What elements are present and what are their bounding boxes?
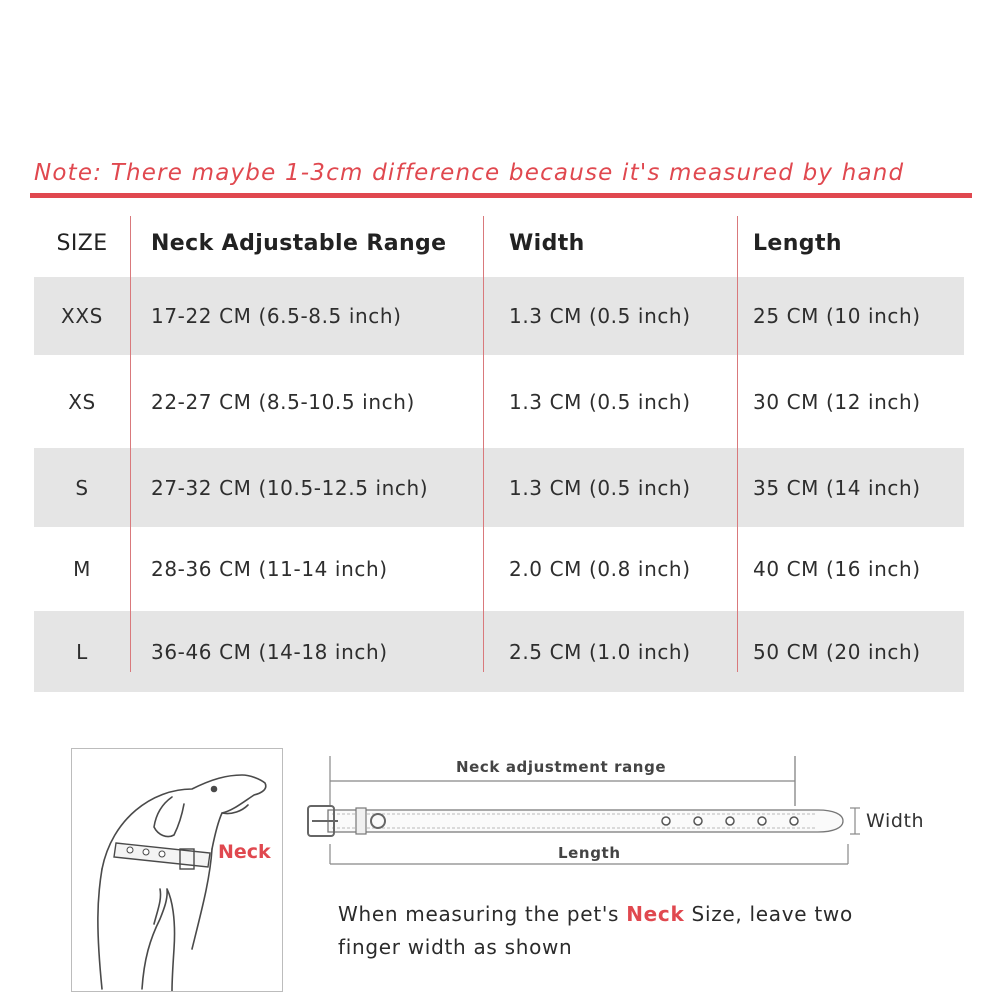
- row-size: L: [76, 639, 88, 664]
- row-length: 50 CM (20 inch): [753, 639, 921, 664]
- size-table: [34, 216, 964, 692]
- dog-chest: [98, 869, 102, 989]
- measurement-note: Note: There maybe 1-3cm difference because it's measured by hand: [34, 160, 905, 186]
- row-width: 1.3 CM (0.5 inch): [509, 304, 691, 328]
- row-width: 1.3 CM (0.5 inch): [509, 475, 691, 500]
- length-label: Length: [558, 844, 621, 862]
- neck-label: Neck: [218, 841, 271, 863]
- row-neck: 36-46 CM (14-18 inch): [151, 639, 388, 664]
- dog-illustration: [71, 748, 283, 992]
- note-underline: [30, 193, 972, 198]
- collar-keeper: [356, 808, 366, 834]
- column-divider: [737, 216, 738, 672]
- row-size: XXS: [61, 304, 103, 328]
- dog-ear: [154, 797, 184, 837]
- row-neck: 22-27 CM (8.5-10.5 inch): [151, 389, 415, 414]
- header-size: SIZE: [56, 230, 108, 256]
- row-size: S: [75, 475, 89, 500]
- width-label: Width: [866, 810, 925, 832]
- row-width: 2.5 CM (1.0 inch): [509, 639, 691, 664]
- table-row: [34, 277, 964, 355]
- row-length: 40 CM (16 inch): [753, 557, 921, 581]
- dog-eye: [212, 787, 217, 792]
- row-length: 25 CM (10 inch): [753, 304, 921, 328]
- header-width: Width: [509, 230, 585, 256]
- row-size: M: [73, 557, 91, 581]
- row-neck: 28-36 CM (11-14 inch): [151, 557, 388, 581]
- row-length: 30 CM (12 inch): [753, 389, 921, 414]
- table-row: [34, 355, 964, 448]
- instructions-text-after: Size, leave two finger width as shown: [338, 902, 853, 959]
- row-neck: 17-22 CM (6.5-8.5 inch): [151, 304, 402, 328]
- dog-neck-drawing: [72, 749, 282, 991]
- instructions-text-before: When measuring the pet's: [338, 902, 627, 926]
- row-width: 1.3 CM (0.5 inch): [509, 389, 691, 414]
- collar-strap: [308, 806, 843, 836]
- instructions-highlight: Neck: [626, 902, 685, 926]
- header-length: Length: [753, 230, 842, 256]
- row-width: 2.0 CM (0.8 inch): [509, 557, 691, 581]
- header-neck: Neck Adjustable Range: [151, 230, 447, 256]
- measuring-instructions: [338, 898, 898, 964]
- row-length: 35 CM (14 inch): [753, 475, 921, 500]
- collar-on-dog: [114, 843, 210, 869]
- column-divider: [483, 216, 484, 672]
- collar-diagram: [298, 748, 978, 878]
- row-neck: 27-32 CM (10.5-12.5 inch): [151, 475, 429, 500]
- neck-adjustment-label: Neck adjustment range: [456, 758, 667, 776]
- column-divider: [130, 216, 131, 672]
- table-header-row: [34, 216, 964, 270]
- table-row: [34, 527, 964, 611]
- table-row: [34, 611, 964, 692]
- hand-outline: [142, 889, 175, 991]
- table-row: [34, 448, 964, 527]
- row-size: XS: [68, 389, 96, 414]
